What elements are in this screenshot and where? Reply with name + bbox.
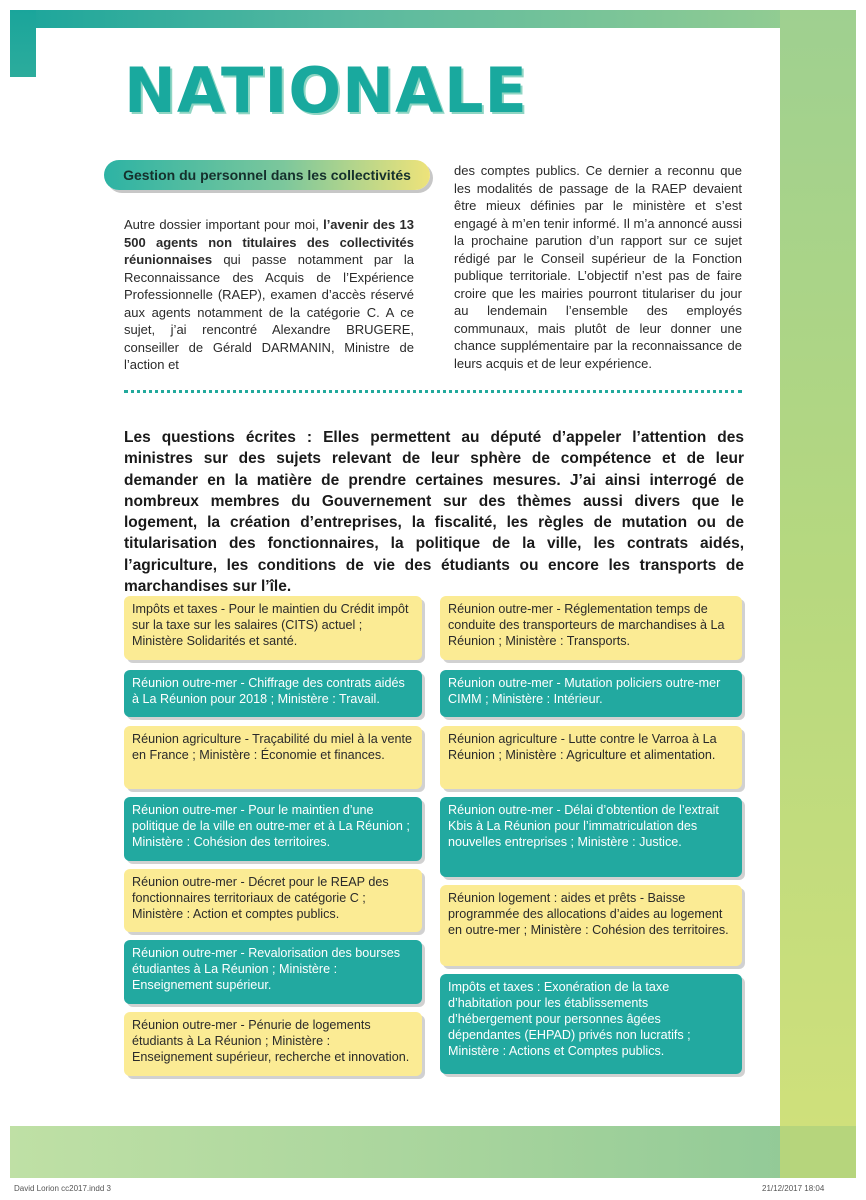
- section-left-paragraph: [124, 216, 414, 374]
- question-card: Réunion outre-mer - Revalorisation des bourses étudiantes à La Réunion ; Ministère : Enseignement supérieur.: [124, 940, 422, 1004]
- question-card: Réunion outre-mer - Délai d’obtention de l’extrait Kbis à La Réunion pour l’immatriculation des nouvelles entreprises ; Ministère : Justice.: [440, 797, 742, 877]
- question-card: Réunion logement : aides et prêts - Baisse programmée des allocations d’aides au logement en outre-mer ; Ministère : Cohésion des territoires.: [440, 885, 742, 966]
- frame-top-band: [10, 10, 856, 28]
- frame-right-band: [780, 10, 856, 1126]
- section-title: Gestion du personnel dans les collectivités: [123, 167, 411, 183]
- frame-left-band: [10, 10, 36, 77]
- question-card: Réunion agriculture - Lutte contre le Varroa à La Réunion ; Ministère : Agriculture et alimentation.: [440, 726, 742, 789]
- section-left-column: [124, 216, 414, 374]
- section-right-column: [454, 162, 742, 372]
- frame-corner: [780, 1126, 856, 1178]
- section-right-paragraph: des comptes publics. Ce dernier a reconnu que les modalités de passage de la RAEP devaient être mieux définies par le ministère et s’est engagé à m’en tenir informé. Il m’a annoncé aussi la prochaine parution d’un rapport sur ce sujet rédigé par le Conseil supérieur de la Fonction publique territoriale. L’objectif n’est pas de faire croire que les mairies pourront titulariser du jour au lendemain l’ensemble des employés communaux, mais plutôt de leur donner une chance supplémentaire par la reconnaissance de leurs acquis et de leur expérience.: [454, 163, 742, 371]
- left-bold-text: l’avenir des 13 500 agents non titulaires des collectivités réunionnaises: [124, 217, 414, 267]
- footer-datetime: 21/12/2017 18:04: [762, 1184, 825, 1193]
- left-intro-text: Autre dossier important pour moi,: [124, 217, 324, 232]
- question-card: Réunion outre-mer - Réglementation temps de conduite des transporteurs de marchandises à La Réunion ; Ministère : Transports.: [440, 596, 742, 660]
- question-card: Réunion outre-mer - Décret pour le REAP des fonctionnaires territoriaux de catégorie C ; Ministère : Action et comptes publics.: [124, 869, 422, 932]
- frame-bottom-band: [10, 1126, 856, 1178]
- written-questions-intro: [124, 427, 744, 597]
- question-card: Réunion outre-mer - Mutation policiers outre-mer CIMM ; Ministère : Intérieur.: [440, 670, 742, 717]
- footer-file-label: David Lorion cc2017.indd 3: [14, 1184, 111, 1193]
- question-card: Réunion agriculture - Traçabilité du miel à la vente en France ; Ministère : Économie et finances.: [124, 726, 422, 789]
- intro-paragraph: Les questions écrites : Elles permettent au député d’appeler l’attention des ministres sur des sujets relevant de leur sphère de compétence et de leur demander en la matière de prendre certaines mesures. J’ai ainsi interrogé de nombreux membres du Gouvernement sur des thèmes aussi divers que le logement, la création d’entreprises, la fiscalité, les règles de mutation ou de titularisation des fonctionnaires, la politique de la ville, les contrats aidés, l’agriculture, les conditions de vie des étudiants ou encore les transports de marchandises sur l’île.: [124, 429, 744, 596]
- page-title: NATIONALE: [124, 54, 528, 127]
- question-card: Réunion outre-mer - Chiffrage des contrats aidés à La Réunion pour 2018 ; Ministère : Travail.: [124, 670, 422, 717]
- dotted-divider: [124, 390, 742, 393]
- question-card: Réunion outre-mer - Pénurie de logements étudiants à La Réunion ; Ministère : Enseignement supérieur, recherche et innovation.: [124, 1012, 422, 1076]
- question-card: Réunion outre-mer - Pour le maintien d’une politique de la ville en outre-mer et à La Réunion ; Ministère : Cohésion des territoires.: [124, 797, 422, 861]
- section-title-pill: [104, 160, 430, 190]
- question-card: Impôts et taxes - Pour le maintien du Crédit impôt sur la taxe sur les salaires (CITS) actuel ; Ministère Solidarités et santé.: [124, 596, 422, 660]
- left-rest-text: qui passe notamment par la Reconnaissance des Acquis de l’Expérience Professionnelle (RAEP), examen d’accès réservé aux agents notamment de la catégorie C. A ce sujet, j’ai rencontré Alexandre BRUGERE, conseiller de Gérald DARMANIN, Ministre de l’action et: [124, 252, 414, 372]
- question-card: Impôts et taxes : Exonération de la taxe d’habitation pour les établissements d’hébergement pour personnes âgées dépendantes (EHPAD) privés non lucratifs ; Ministère : Actions et Comptes publics.: [440, 974, 742, 1074]
